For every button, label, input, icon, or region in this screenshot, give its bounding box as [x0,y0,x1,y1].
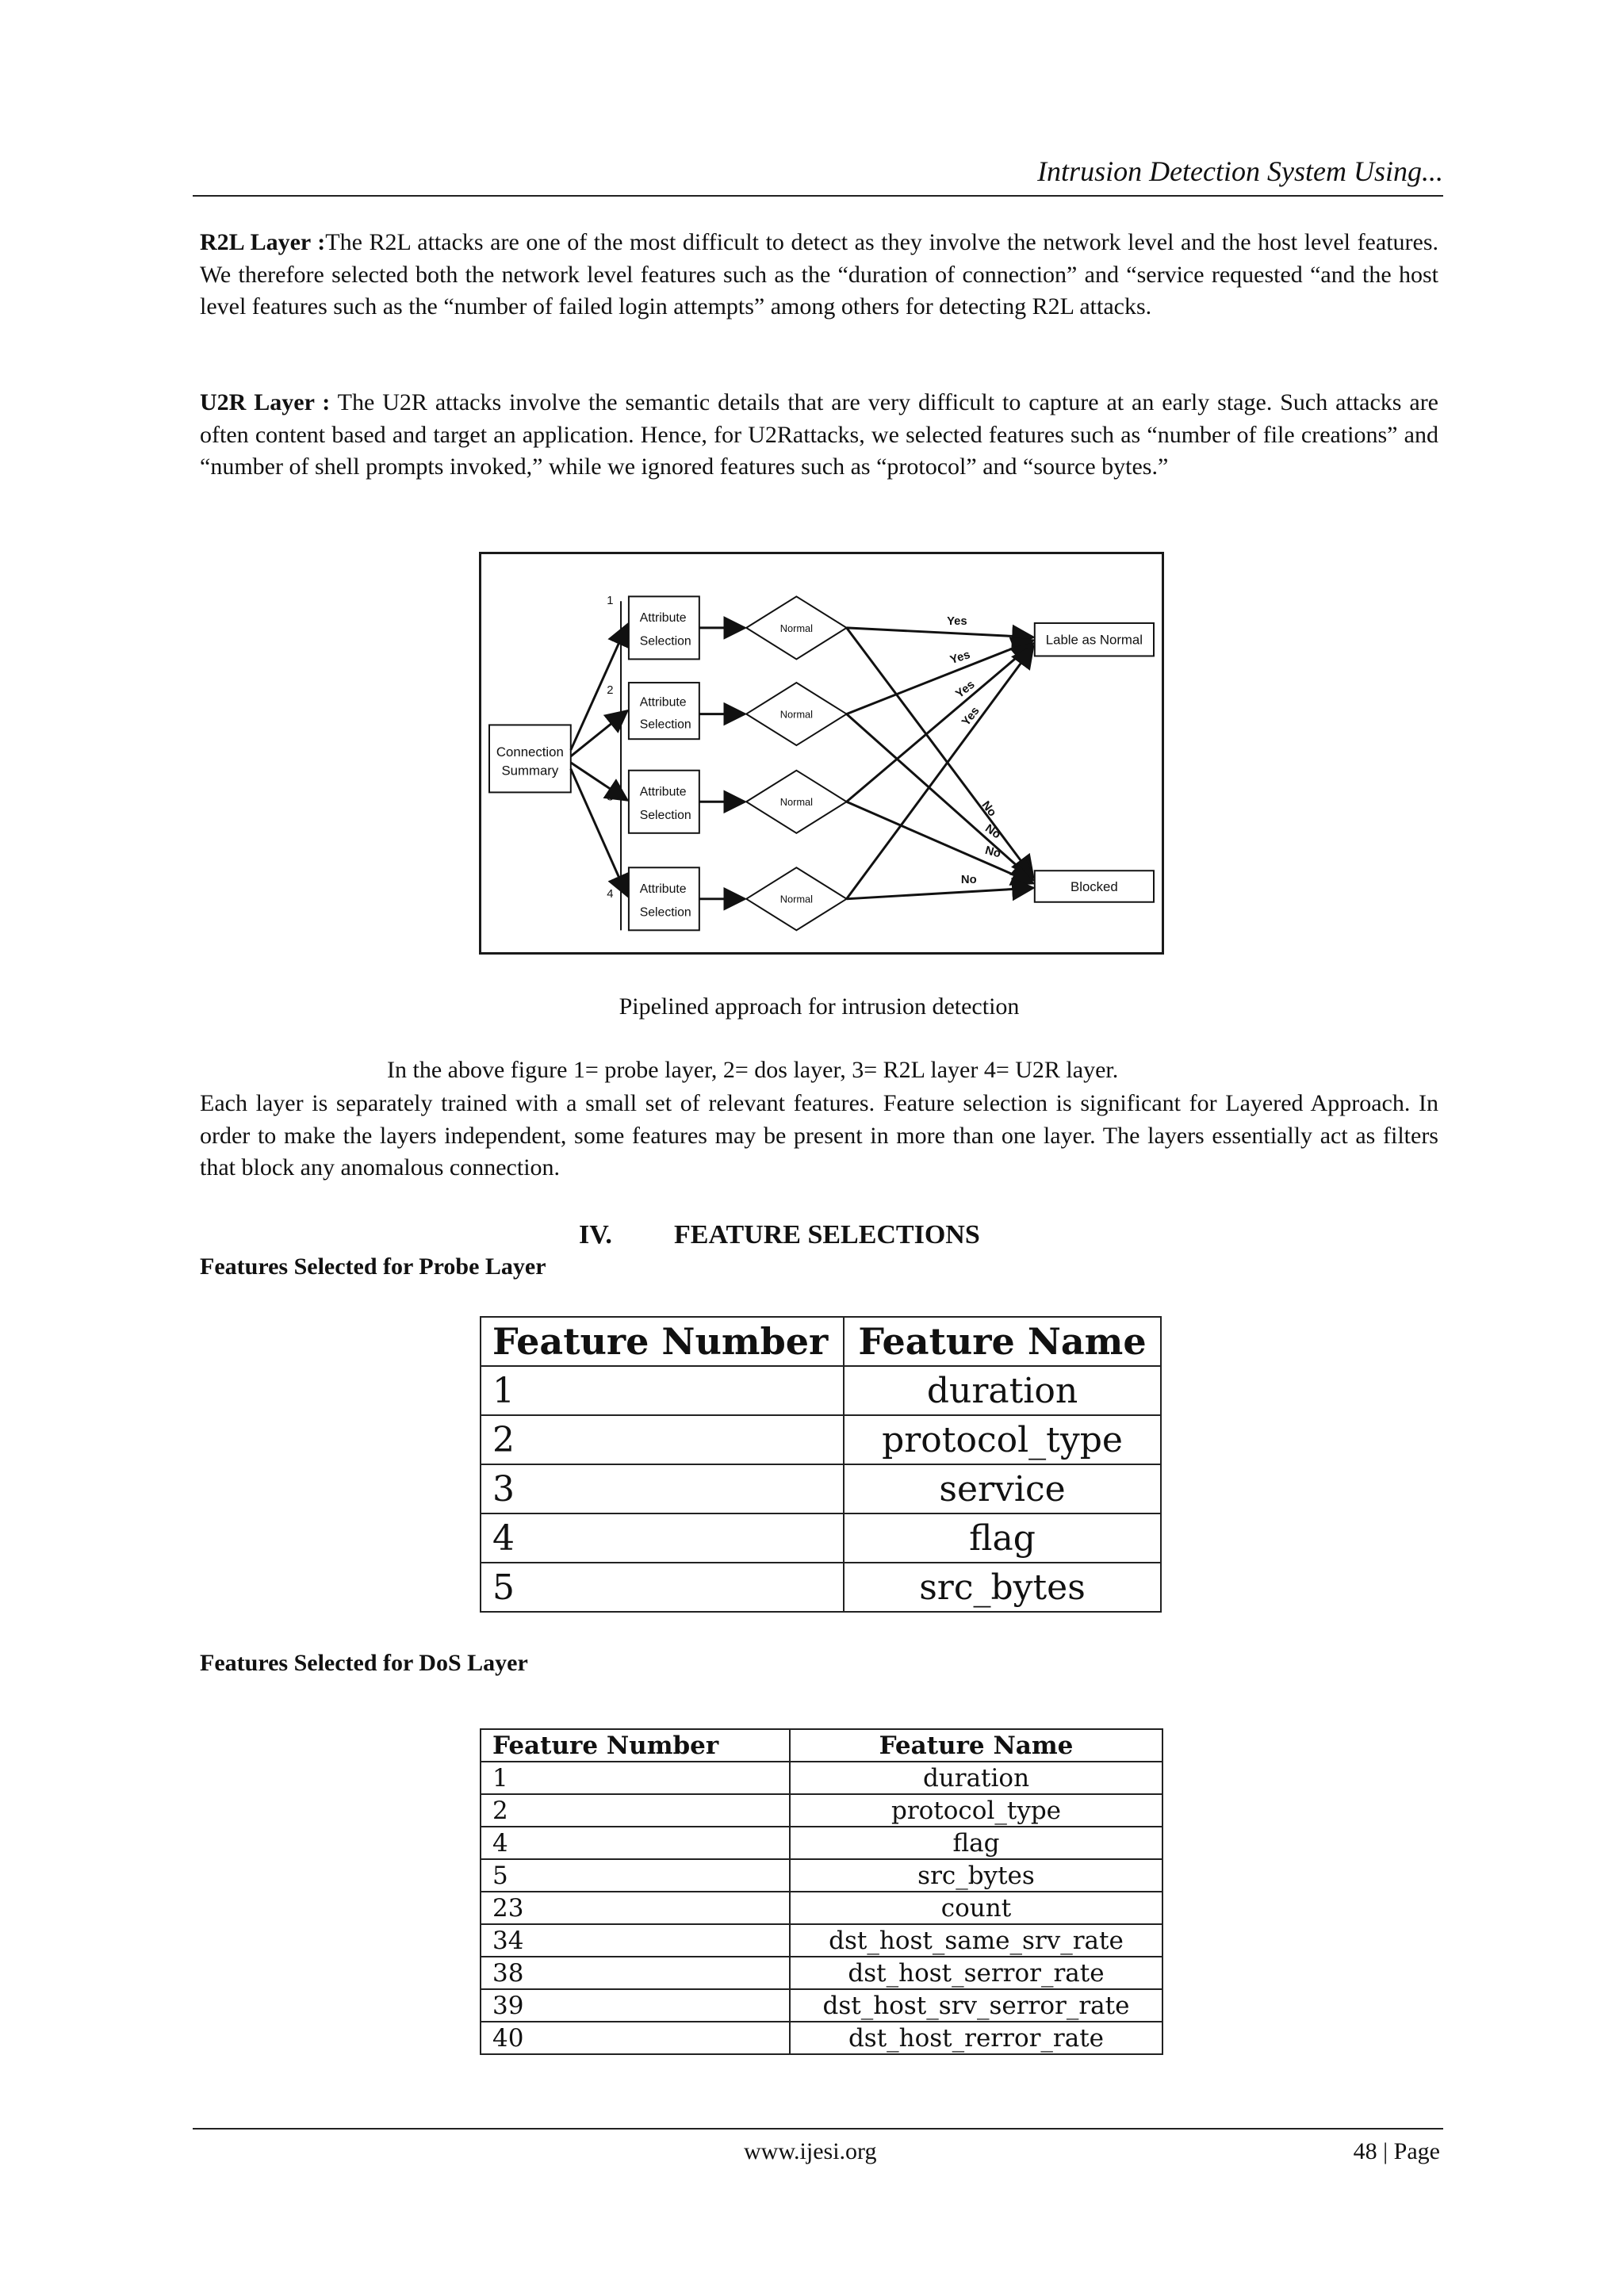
table-row [481,1762,1162,1794]
blocked-text: Blocked [1071,878,1118,894]
feature-number-cell: 3 [481,1464,844,1513]
section-heading [579,1218,980,1253]
u2r-text: The U2R attacks involve the semantic details that are very difficult to capture at an early stage. Such attacks are often content based and target an application. Hence, for U2Rattacks, we selected features such as “number of file creations” and “number of shell prompts invoked,” while we ignored features such as “protocol” and “source bytes.” [200,389,1438,480]
dos-feature-table [480,1728,1163,2055]
stage-number: 2 [607,683,614,697]
table-row [481,1464,1161,1513]
yes-label: Yes [959,704,982,729]
no-label: No [982,822,1003,842]
feature-name-cell: flag [790,1827,1162,1859]
feature-name-cell: protocol_type [844,1415,1161,1464]
r2l-text: The R2L attacks are one of the most difficult to detect as they involve the network level and the host level features. We therefore selected both the network level features such as the “duration of connection” and “service requested “and the host level features such as the “number of failed login attempts” among others for detecting R2L attacks. [200,229,1439,320]
header-rule [193,195,1443,197]
feature-name-cell: flag [844,1513,1161,1563]
figure-caption: Pipelined approach for intrusion detection [619,993,1020,1020]
attribute-label: Attribute [639,785,687,799]
normal-label: Normal [779,796,814,809]
probe-heading: Features Selected for Probe Layer [200,1253,546,1280]
connection-summary-label-1: Connection [496,744,564,760]
attribute-label: Attribute [639,882,687,896]
feature-number-cell: 34 [481,1924,790,1957]
footer-page-number: 48 | Page [1353,2138,1440,2164]
u2r-paragraph [200,387,1438,484]
label-as-normal-text: Lable as Normal [1045,632,1143,648]
pipeline-diagram [481,554,1162,952]
source-arrows [571,625,627,896]
feature-name-cell: src_bytes [844,1563,1161,1612]
column-header-number: Feature Number [481,1317,844,1366]
table-row [481,2022,1162,2054]
attribute-arrows [699,628,745,899]
selection-label: Selection [639,718,691,732]
feature-name-cell: src_bytes [790,1859,1162,1892]
table-row [481,1563,1161,1612]
yes-label: Yes [953,678,978,701]
attribute-selection-box [629,867,699,930]
footer-url: www.ijesi.org [744,2138,877,2164]
no-label: No [983,844,1002,861]
footer-rule [193,2128,1443,2130]
feature-number-cell: 4 [481,1827,790,1859]
feature-number-cell: 40 [481,2022,790,2054]
attribute-label: Attribute [639,695,687,710]
feature-name-cell: dst_host_serror_rate [790,1957,1162,1989]
feature-number-cell: 5 [481,1563,844,1612]
stage-number: 1 [607,595,614,608]
normal-label: Normal [779,893,814,905]
attribute-selection-box [629,771,699,833]
yes-arrows [847,628,1033,899]
feature-name-cell: dst_host_srv_serror_rate [790,1989,1162,2022]
feature-name-cell: dst_host_rerror_rate [790,2022,1162,2054]
u2r-label: U2R Layer : [200,389,331,415]
pipeline-figure [479,552,1164,955]
attribute-selection-box [629,596,699,659]
feature-number-cell: 1 [481,1762,790,1794]
yes-label: Yes [947,614,967,628]
selection-label: Selection [639,905,691,920]
table-row [481,1366,1161,1415]
feature-number-cell: 39 [481,1989,790,2022]
feature-number-cell: 38 [481,1957,790,1989]
feature-name-cell: count [790,1892,1162,1924]
table-row [481,1957,1162,1989]
figure-legend: In the above figure 1= probe layer, 2= dos layer, 3= R2L layer 4= U2R layer. [387,1057,1119,1083]
table-row [481,1794,1162,1827]
no-label: No [979,798,999,820]
attribute-label: Attribute [639,610,687,625]
normal-label: Normal [779,708,814,721]
table-row [481,1415,1161,1464]
table-row [481,1513,1161,1563]
table-row [481,1989,1162,2022]
feature-number-cell: 5 [481,1859,790,1892]
table-row [481,1859,1162,1892]
section-title: FEATURE SELECTIONS [674,1220,980,1249]
layer-paragraph: Each layer is separately trained with a small set of relevant features. Feature selection is significant for Layered Approach. In order to make the layers independent, some features may be present in more than one layer. The layers essentially act as filters that block any anomalous connection. [200,1090,1438,1181]
stage-number: 3 [607,790,614,804]
r2l-label: R2L Layer : [200,229,326,255]
feature-number-cell: 2 [481,1415,844,1464]
feature-name-cell: duration [790,1762,1162,1794]
feature-name-cell: dst_host_same_srv_rate [790,1924,1162,1957]
no-label: No [960,874,977,887]
column-header-name: Feature Name [844,1317,1161,1366]
feature-number-cell: 2 [481,1794,790,1827]
normal-label: Normal [779,622,814,634]
feature-number-cell: 23 [481,1892,790,1924]
stage-number: 4 [607,887,614,901]
feature-name-cell: duration [844,1366,1161,1415]
selection-label: Selection [639,634,691,649]
column-header-name: Feature Name [790,1729,1162,1762]
selection-label: Selection [639,809,691,823]
table-row [481,1827,1162,1859]
connection-summary-label-2: Summary [501,763,559,779]
table-header-row [481,1729,1162,1762]
table-row [481,1924,1162,1957]
running-header: Intrusion Detection System Using... [1037,155,1443,187]
probe-feature-table [480,1316,1162,1613]
section-number: IV. [579,1220,612,1249]
column-header-number: Feature Number [481,1729,790,1762]
feature-name-cell: protocol_type [790,1794,1162,1827]
dos-heading: Features Selected for DoS Layer [200,1650,528,1676]
feature-name-cell: service [844,1464,1161,1513]
table-row [481,1892,1162,1924]
feature-number-cell: 1 [481,1366,844,1415]
r2l-paragraph [200,227,1438,323]
yes-label: Yes [948,649,972,668]
table-header-row [481,1317,1161,1366]
feature-number-cell: 4 [481,1513,844,1563]
